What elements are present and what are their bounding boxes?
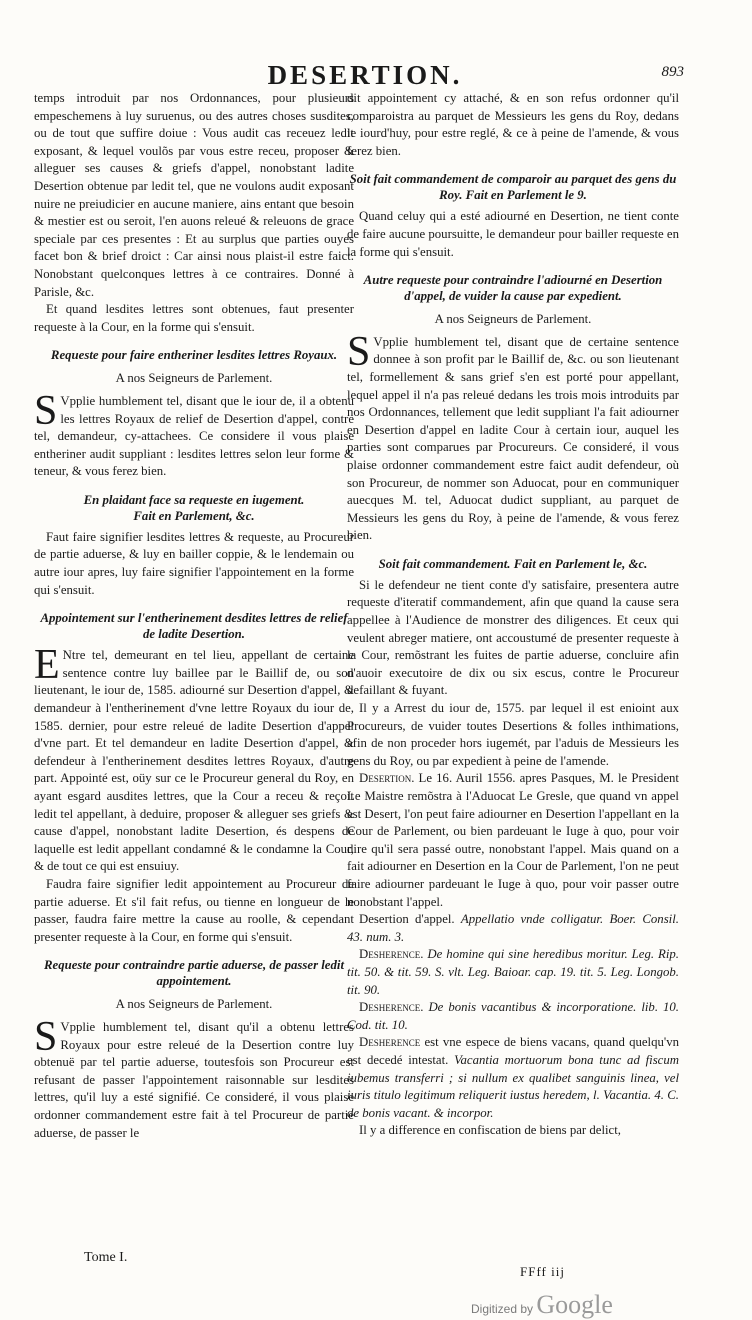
section-heading: En plaidant face sa requeste en iugement. [83, 492, 305, 507]
right-column [347, 90, 679, 1140]
salutation: A nos Seigneurs de Parlement. [115, 997, 273, 1012]
paragraph: dit appointement cy attaché, & en son refus ordonner qu'il comparoistra au parquet de Messieurs les gens du Roy, dedans le iourd'huy, pour estre reglé, & ce à peine de l'amende, & vous ferez bien. [347, 91, 679, 158]
paragraph: Si le defendeur ne tient conte d'y satisfaire, presentera autre requeste d'iteratif commandement, afin que quand la cause sera appellee à l'Audience de monstrer des diligences. Et ceux qui veulent abreger matiere, ont accoustumé de presenter requeste à la Cour, remõstrant les fuites de partie aduerse, concluire afin d'auoir executoire de dix ou six escus, contre le Procureur defaillant & fuyant. [347, 577, 679, 698]
paragraph: SVpplie humblement tel, disant que le iour de, il a obtenu les lettres Royaux de relief de Desertion d'appel, contre tel, demandeur, cy-attachees. Ce considere il vous plaise entheriner audit suppliant : lesdites lettres selon leur forme & teneur, & vous ferez bien. [34, 387, 354, 479]
section-heading: Soit fait commandement de comparoir au parquet des gens du Roy. Fait en Parlement le 9. [349, 172, 677, 203]
paragraph: Faut faire signifier lesdites lettres & requeste, au Procureur de partie aduerse, & luy en bailler coppie, & le lendemain ou autre iour apres, luy faire signifier l'appointement en la forme qui s'ensuit. [34, 529, 354, 597]
entry-reference: De bonis vacantibus & incorporatione. lib. 10. Cod. tit. 10. [347, 1000, 679, 1032]
section-heading: Requeste pour faire entheriner lesdites lettres Royaux. [50, 348, 338, 363]
section-heading: Soit fait commandement. Fait en Parlement le, &c. [378, 556, 648, 571]
entry-label: Desherence. [359, 947, 424, 962]
paragraph: Il y a difference en confiscation de biens par delict, [359, 1123, 621, 1138]
paragraph [347, 946, 679, 999]
section-heading: Appointement sur l'entherinement desdites lettres de relief de ladite Desertion. [40, 611, 348, 642]
entry-text: Desertion d'appel. [359, 912, 455, 927]
entry-label: Desherence [359, 1035, 421, 1050]
paragraph: temps introduit par nos Ordonnances, pour plusieurs empeschemens à luy suruenus, ou des autres choses susdites, ou de tout que suffire doiue : Vous audit cas receuez ledit exposant, & lequel voulõs par vous estre receu, proposer & alleguer ses causes & griefs d'appel, nonobstant ladite Desertion obtenue par ledit tel, que ne voulons audit exposant nuire ne preiudicier en aucune maniere, ains entant que besoin & mestier est ou seroit, l'en auons releué & releuons de grace speciale par ces presentes : Et au surplus que parties ouyes facet bon & brief droict : Car ainsi nous plaist-il estre faict. Nonobstant quelconques lettres à ce contraires. Donné à Parisle, &c. [34, 91, 354, 299]
paragraph: Faudra faire signifier ledit appointement au Procureur de partie aduerse. Et s'il fait refus, ou tienne en longueur de le passer, faudra faire mettre la cause au roolle, & cependant presenter requeste à la Cour, en forme qui s'ensuit. [34, 876, 354, 944]
google-logo: Google [536, 1290, 613, 1319]
left-column [34, 90, 354, 1142]
paragraph: SVpplie humblement tel, disant qu'il a obtenu lettres Royaux pour estre releué de la Desertion contre luy obtenuë par tel partie aduerse, toutesfois son Procureur est refusant de passer l'appointement raisonnable sur lesdites lettres, qu'il luy a esté signifié. Ce consideré, il vous plaise ordonner commandement estre fait à tel Procureur de partie aduerse, de passer le [34, 1013, 354, 1140]
entry-reference: Appellatio vnde colligatur. Boer. Consil. 43. num. 3. [347, 912, 679, 944]
entry-text: est vne espece de biens vacans, quand quelqu'vn est decedé intestat. [347, 1035, 680, 1067]
paragraph [347, 999, 679, 1034]
digitized-watermark [471, 1290, 613, 1320]
watermark-prefix: Digitized by [471, 1302, 534, 1316]
paragraph: ENtre tel, demeurant en tel lieu, appellant de certaine sentence contre luy baillee par le Baillif de, ou son lieutenant, le iour de, 1585. adiourné sur Desertion d'appel, & demandeur à l'entherinement d'vne lettre Royaux du iour de, 1585. dernier, pour estre releué de ladite Desertion d'appel d'vne part. Et tel demandeur en ladite Desertion d'appel, & defendeur à l'entherinement desdites lettres Royaux, d'autre part. Appointé est, oüy sur ce le Procureur general du Roy, en ayant esgard ausdites lettres, que la Cour a receu & reçoit ledit tel appellant, à deduire, proposer & alleguer ses griefs & cause d'appel, nonobstant ladite Desertion, és despens de laquelle est ledit appellant condamné & le condamne la Cour, & de tout ce qui est ensuiuy. [34, 642, 354, 874]
entry-reference: Vacantia mortuorum bona tunc ad fiscum iubemus transferri ; si nullum ex qualibet sanguinis linea, vel iuris titulo legitimum reliquerit iustus heredem, l. Vacantia. 4. C. de bonis vacant. & incorpor. [347, 1052, 679, 1120]
paragraph [347, 911, 679, 946]
salutation: A nos Seigneurs de Parlement. [115, 371, 273, 386]
paragraph: Quand celuy qui a esté adiourné en Desertion, ne tient conte de faire aucune poursuitte, le demandeur pour bailler requeste en la forme qui s'ensuit. [347, 209, 679, 259]
entry-reference: De homine qui sine heredibus moritur. Leg. Rip. tit. 50. & tit. 59. S. vlt. Leg. Baioar. cap. 19. tit. 5. Leg. Longob. tit. 90. [347, 947, 679, 997]
section-heading: Requeste pour contraindre partie aduerse, de passer ledit appointement. [43, 958, 344, 989]
entry-text: Le 16. Auril 1556. apres Pasques, M. le President Le Maistre remõstra à l'Aduocat Le Gresle, que quand vn appel est Desert, l'on peut faire adiourner en Desertion l'appellant en la Cour de Parlement, ou bien pardeuant le Iuge à quo, pour voir dire qu'il sera passé outre, nonobstant l'appel. Mais quand on a fait adiourner en Desertion en la Cour de Parlement, l'on ne peut faire adiourner pardeuant le Iuge à quo, pour voir passer outre nonobstant l'appel. [347, 771, 679, 909]
running-head: DESERTION. [267, 60, 463, 90]
salutation: A nos Seigneurs de Parlement. [434, 312, 592, 327]
paragraph: SVpplie humblement tel, disant que de certaine sentence donnee à son profit par le Baillif de, &c. ou son lieutenant tel, formellement & sans grief s'en est porté pour appellant, lequel appel il n'a pas releué dedans les trois mois introduits par nos Ordonnances, tellement que ledit suppliant l'a fait adiourner en Desertion d'appel en ladite Cour à certain iour, auquel les parties sont comparues par Procureurs. Ce consideré, il vous plaise ordonner commandement estre faict audit defendeur, où son Procureur, de nommer son Aduocat, pour en communiquer auecques M. tel, Aduocat dudict suppliant, au parquet de Messieurs les gens du Roy, à peine de l'amende, & vous ferez bien. [347, 328, 679, 543]
paragraph [347, 770, 679, 911]
paragraph [347, 1034, 679, 1122]
page-number: 893 [661, 64, 684, 80]
section-heading: Autre requeste pour contraindre l'adiourné en Desertion d'appel, de vuider la cause par expedient. [363, 273, 663, 304]
section-heading: Fait en Parlement, &c. [133, 508, 255, 523]
paragraph: Et quand lesdites lettres sont obtenues, faut presenter requeste à la Cour, en la forme qui s'ensuit. [34, 302, 354, 334]
paragraph: Il y a Arrest du iour de, 1575. par lequel il est enioint aux Procureurs, de vuider toutes Desertions & folles inthimations, afin de non proceder hors iugemét, par l'aduis de Messieurs les gens du Roy, ou par expedient à peine de l'amende. [347, 701, 679, 768]
page-header [0, 60, 752, 90]
volume-label: Tome I. [84, 1250, 128, 1265]
entry-label: Desherence. [359, 1000, 424, 1015]
entry-label: Desertion. [359, 771, 415, 786]
signature-mark: FFff iij [520, 1264, 565, 1279]
